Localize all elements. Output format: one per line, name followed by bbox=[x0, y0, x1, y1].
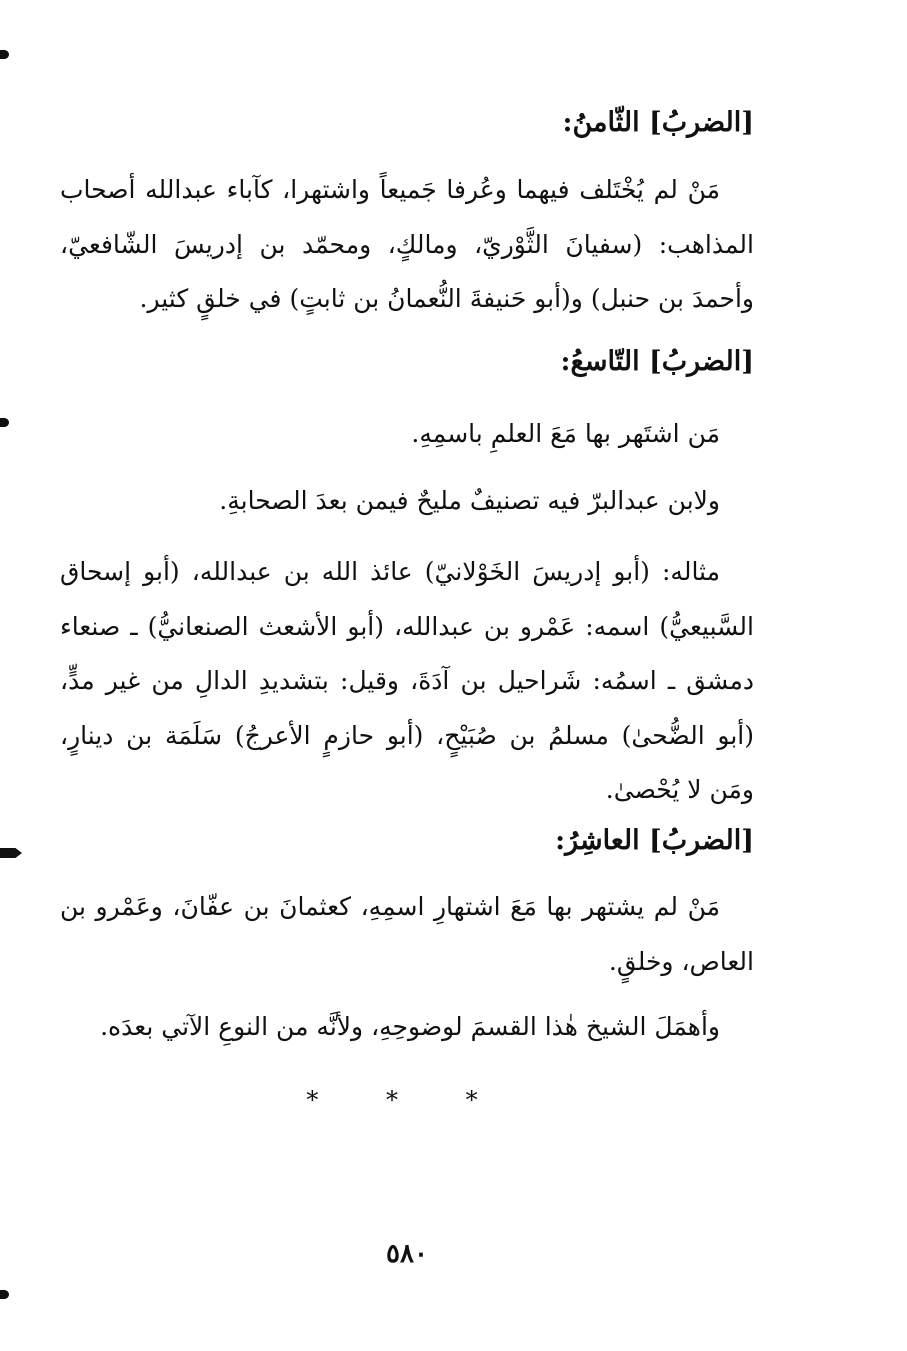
scan-edge-arrow bbox=[0, 848, 22, 858]
section-heading-tenth: [الضربُ] العاشِرُ: bbox=[555, 825, 754, 856]
paragraph-ninth-definition: مَن اشتَهر بها مَعَ العلمِ باسمِهِ. bbox=[411, 419, 720, 448]
page-number: ٥٨٠ bbox=[386, 1239, 428, 1269]
section-separator: * * * bbox=[306, 1086, 508, 1114]
paragraph-ninth-examples: مثاله: (أبو إدريسَ الخَوْلانيّ) عائذ الله بن عبدالله، (أبو إسحاق السَّبيعيُّ) اسمه: عَمْرو بن عبدالله، (أبو الأشعث الصنعانيُّ) ـ صنعاء دمشق ـ اسمُه: شَراحيل بن آدَةَ، وقيل: بتشديدِ الدالِ من غير مدٍّ، (أبو الضُّحىٰ) مسلمُ بن صُبَيْحٍ، (أبو حازمٍ الأعرجُ) سَلَمَة بن دينارٍ، ومَن لا يُحْصىٰ. bbox=[60, 557, 754, 804]
paragraph-tenth-note: وأهمَلَ الشيخ هٰذا القسمَ لوضوحِهِ، ولأنَّه من النوعِ الآتي بعدَه. bbox=[100, 1012, 720, 1041]
scan-edge-mark bbox=[0, 418, 9, 427]
paragraph-ninth-note: ولابن عبدالبرّ فيه تصنيفٌ مليحٌ فيمن بعدَ الصحابةِ. bbox=[219, 486, 720, 515]
section-heading-eighth: [الضربُ] الثّامنُ: bbox=[562, 107, 754, 138]
scan-edge-mark bbox=[0, 1290, 9, 1299]
scan-edge-mark bbox=[0, 50, 9, 59]
paragraph-eighth: مَنْ لم يُخْتَلف فيهما وعُرفا جَميعاً واشتهرا، كآباء عبدالله أصحاب المذاهب: (سفيانَ الثَّوْريّ، ومالكٍ، ومحمّد بن إدريسَ الشّافعيّ، وأحمدَ بن حنبل) و(أبو حَنيفةَ النُّعمانُ بن ثابتٍ) في خلقٍ كثير. bbox=[60, 175, 754, 313]
section-heading-ninth: [الضربُ] التّاسعُ: bbox=[560, 346, 754, 377]
paragraph-tenth-definition: مَنْ لم يشتهر بها مَعَ اشتهارِ اسمِهِ، كعثمانَ بن عفّانَ، وعَمْرو بن العاص، وخلقٍ. bbox=[60, 892, 754, 976]
book-page bbox=[60, 0, 754, 1351]
